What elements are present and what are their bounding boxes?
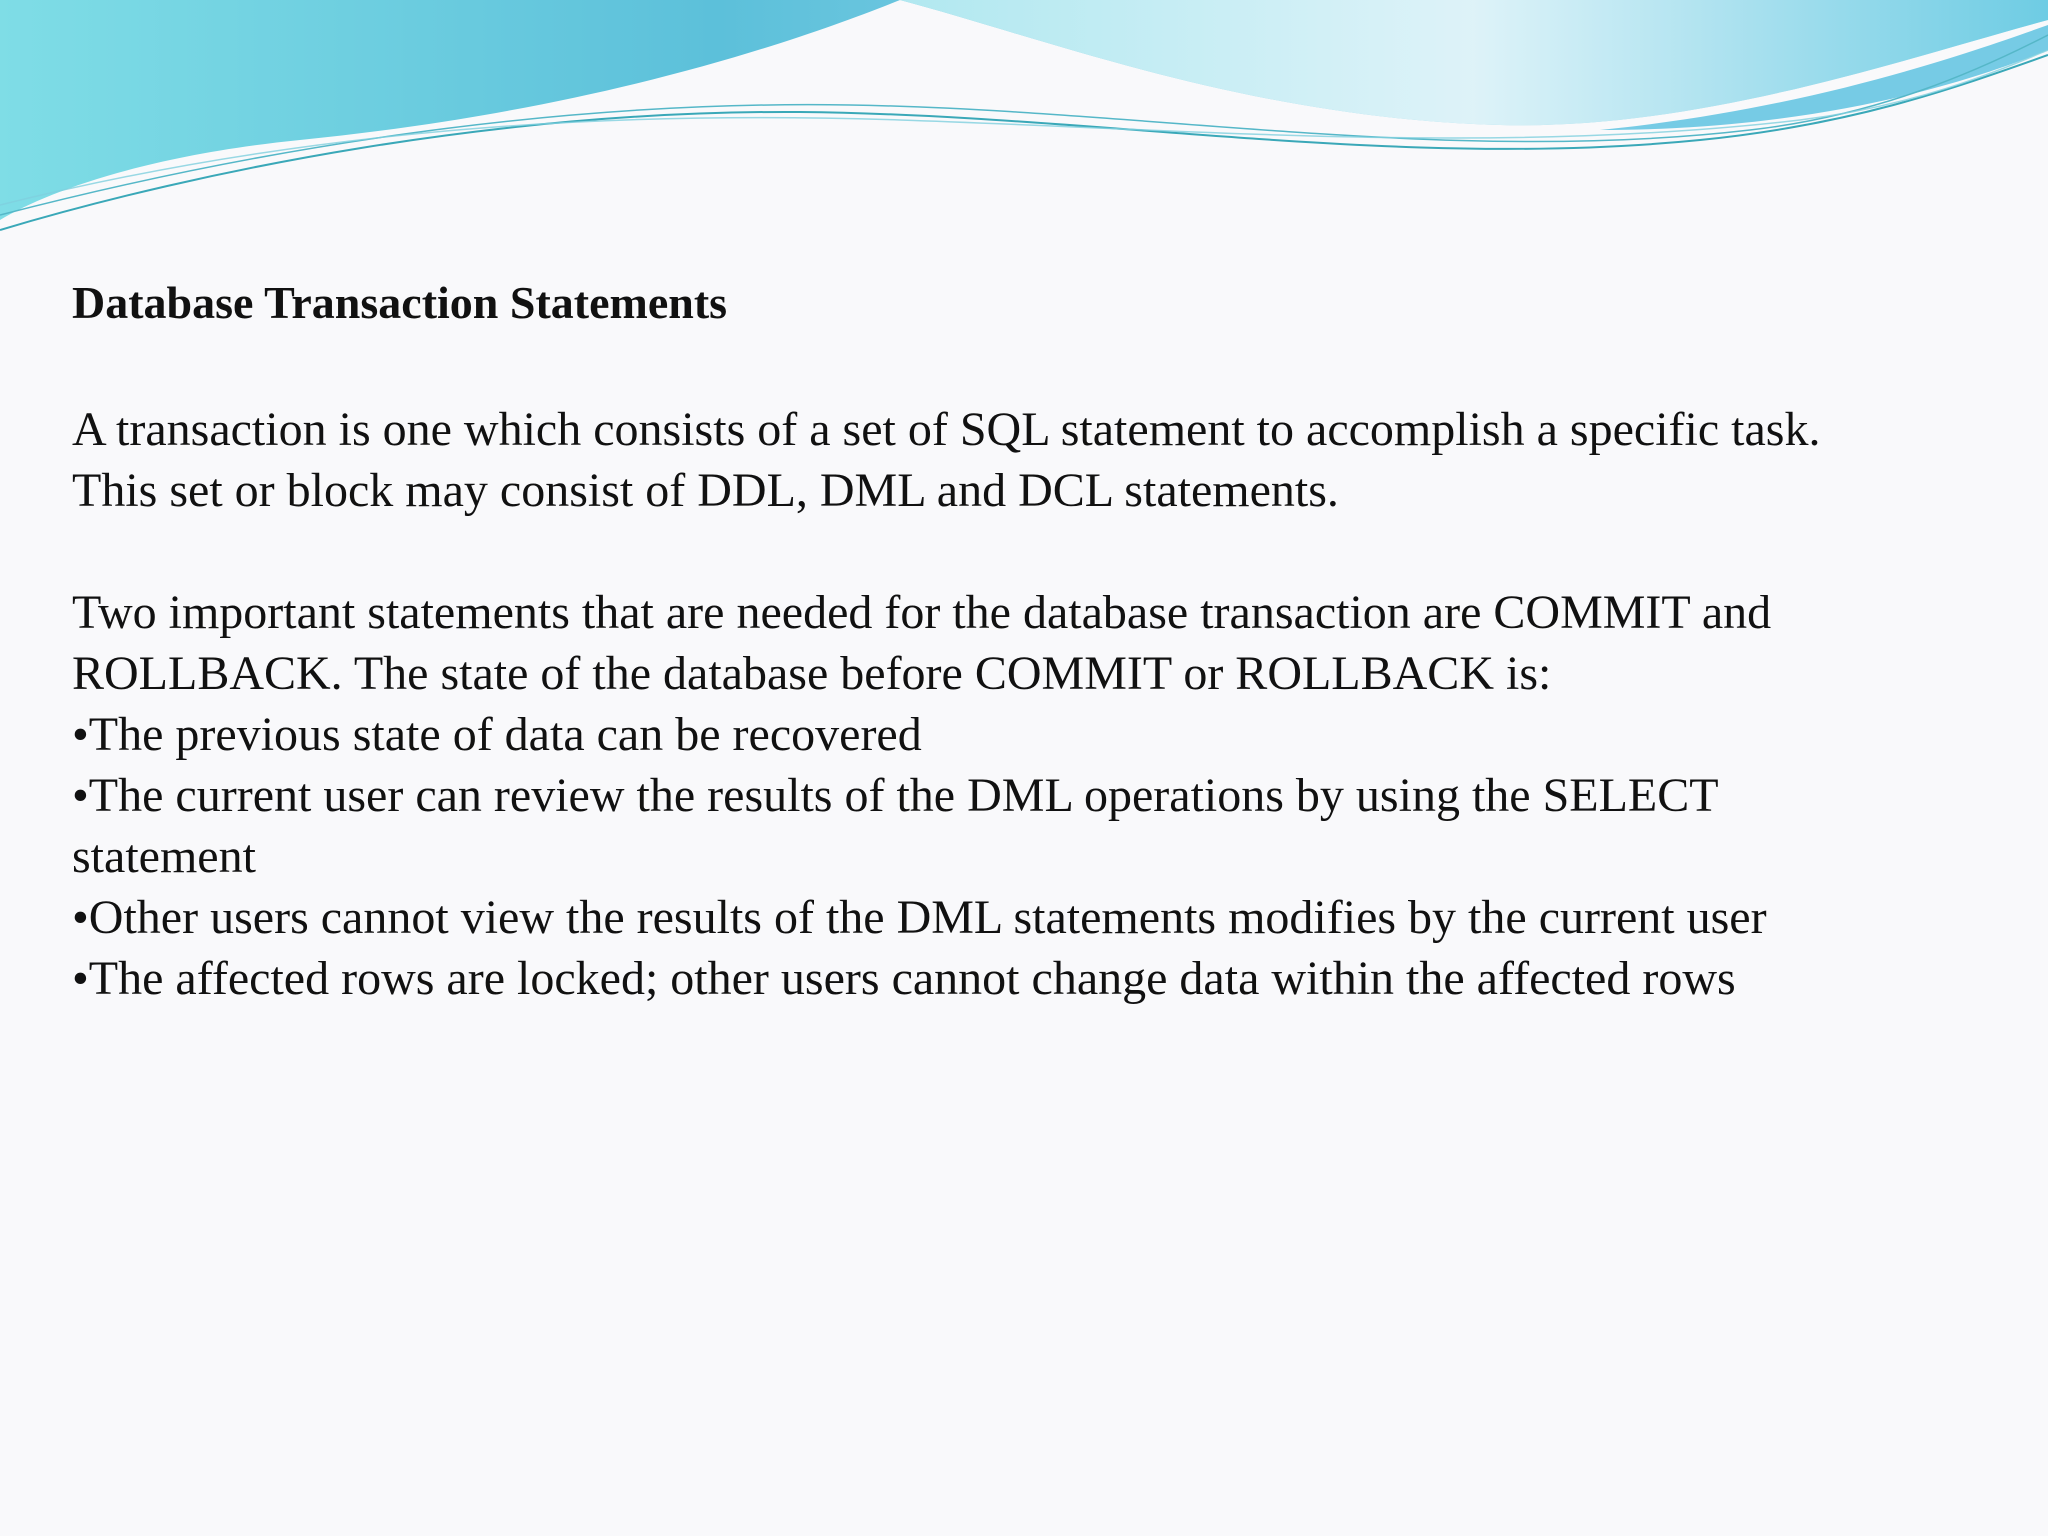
paragraph-1-line-1: A transaction is one which consists of a set of SQL statement to accomplish a specific task. [72, 403, 1821, 456]
spacer [72, 338, 1992, 399]
paragraph-2-line-1: Two important statements that are needed for the database transaction are COMMIT and [72, 586, 1772, 639]
bullet-item: •The current user can review the results of the DML operations by using the SELECT [72, 769, 1719, 822]
slide-title: Database Transaction Statements [72, 277, 728, 328]
bullet-item: •The affected rows are locked; other users cannot change data within the affected rows [72, 952, 1736, 1005]
header-wave-decoration [0, 0, 2048, 240]
bullet-item: •Other users cannot view the results of the DML statements modifies by the current user [72, 891, 1767, 944]
paragraph-2-line-2: ROLLBACK. The state of the database before COMMIT or ROLLBACK is: [72, 647, 1552, 700]
spacer [72, 521, 1992, 582]
paragraph-1-line-2: This set or block may consist of DDL, DML and DCL statements. [72, 464, 1339, 517]
bullet-item: •The previous state of data can be recovered [72, 708, 922, 761]
slide-content [72, 268, 1992, 1009]
bullet-item-continuation: statement [72, 830, 256, 883]
